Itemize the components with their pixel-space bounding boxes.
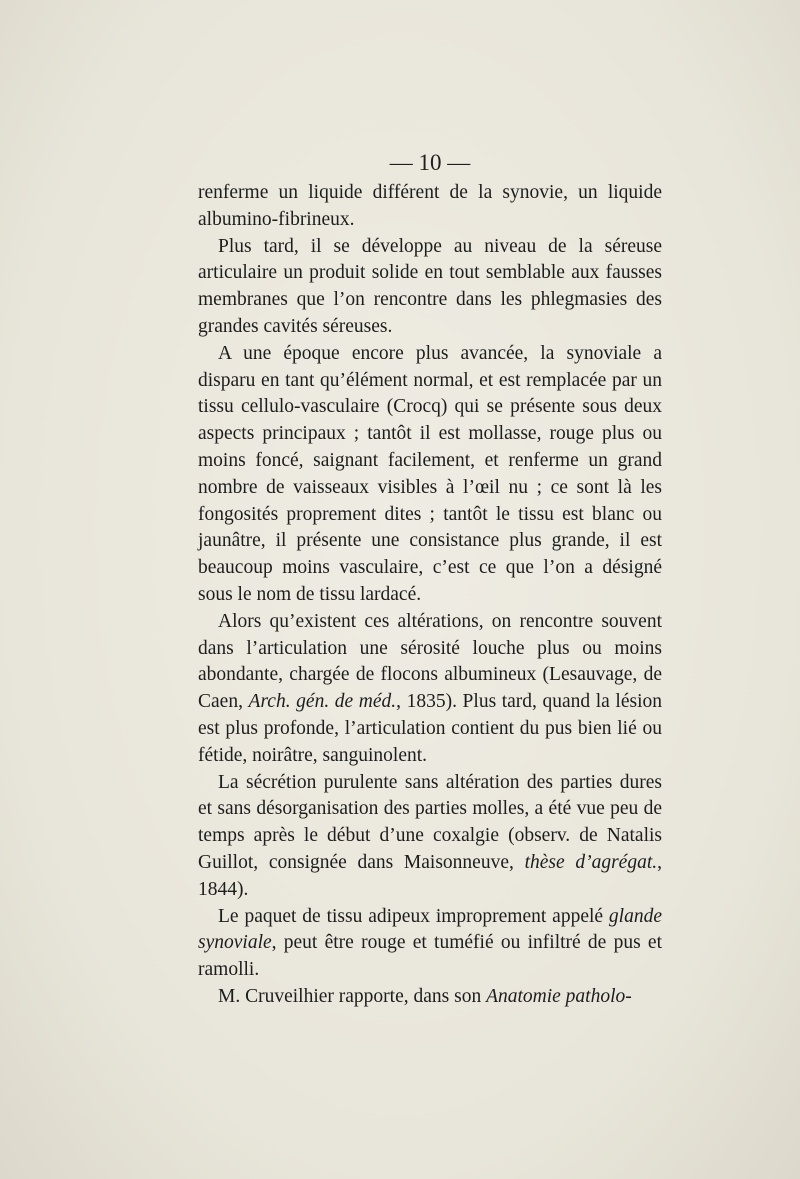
- paragraph: [198, 341, 662, 609]
- text-run: Alors qu’existent ces altérations, on rencontre souvent dans l’articulation une sérosité louche plus ou moins abondante, chargée de flocons albumineux (Lesauvage, de Caen,: [198, 610, 662, 713]
- paragraph: [198, 180, 662, 234]
- text-run: , 1844).: [198, 851, 662, 900]
- italic-text: Anatomie patholo-: [486, 985, 632, 1007]
- text-run: Le paquet de tissu adipeux improprement appelé: [218, 905, 609, 927]
- page-number: — 10 —: [389, 150, 471, 175]
- text-run: La sécrétion purulente sans altération des parties dures et sans désorganisation des parties molles, a été vue peu de temps après le début d’une coxalgie (observ. de Natalis Guillot, consignée dans Maisonneuve,: [198, 771, 662, 873]
- italic-text: glande synoviale: [198, 905, 662, 954]
- text-run: renferme un liquide différent de la synovie, un liquide albumino-fibrineux.: [198, 182, 662, 230]
- paragraph: [198, 609, 662, 770]
- italic-text: Arch. gén. de méd.: [248, 691, 397, 713]
- paragraph: [198, 234, 662, 341]
- text-run: A une époque encore plus avancée, la synoviale a disparu en tant qu’élément normal, et est remplacée par un tissu cellulo-vasculaire (Crocq) qui se présente sous deux aspects principaux ; tantôt il est mollasse, rouge plus ou moins foncé, saignant facilement, et renferme un grand nombre de vaisseaux visibles à l’œil nu ; ce sont là les fongosités proprement dites ; tantôt le tissu est blanc ou jaunâtre, il présente une consistance plus grande, il est beaucoup moins vasculaire, c’est ce que l’on a désigné sous le nom de tissu lardacé.: [198, 342, 662, 605]
- text-run: M. Cruveilhier rapporte, dans son: [218, 985, 487, 1007]
- italic-text: thèse d’agrégat.: [524, 851, 658, 873]
- paragraph: [198, 770, 662, 904]
- body-text: [198, 180, 662, 1011]
- text-run: Plus tard, il se développe au niveau de la séreuse articulaire un produit solide en tout semblable aux fausses membranes que l’on rencontre dans les phlegmasies des grandes cavités séreuses.: [198, 235, 662, 337]
- text-run: , peut être rouge et tuméfié ou infiltré de pus et ramolli.: [198, 932, 662, 981]
- paragraph: [198, 984, 662, 1011]
- paragraph: [198, 904, 662, 984]
- text-run: , 1835). Plus tard, quand la lésion est plus profonde, l’articulation contient du pus bien lié ou fétide, noirâtre, sanguinolent.: [198, 691, 662, 766]
